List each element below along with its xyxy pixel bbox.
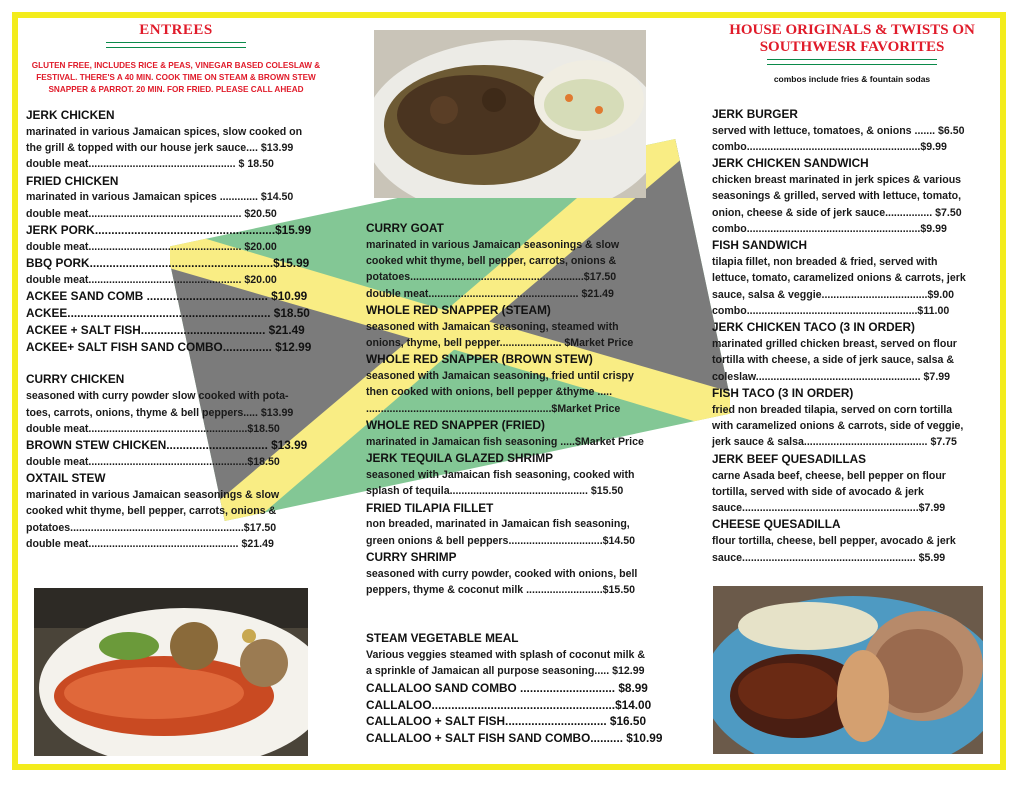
menu-item-title: CHEESE QUESADILLA <box>712 517 841 532</box>
menu-item-title: FISH SANDWICH <box>712 238 808 253</box>
menu-item-detail: double meat.................................................... $20.00 <box>26 273 277 286</box>
menu-item-detail: the grill & topped with our house jerk sauce.... $13.99 <box>26 142 294 155</box>
menu-item-title: JERK PORK.......................................................$15.99 <box>26 223 312 238</box>
entrees-heading: ENTREES <box>139 22 213 38</box>
combos-note: combos include fries & fountain sodas <box>773 74 931 84</box>
menu-item-title: CURRY GOAT <box>366 221 444 235</box>
menu-item-title: CURRY CHICKEN <box>26 372 125 387</box>
menu-item-title: BBQ PORK........................................................$15.99 <box>26 256 310 271</box>
entrees-note: GLUTEN FREE, INCLUDES RICE & PEAS, VINEGAR BASED COLESLAW & FESTIVAL. THERE'S A 40 MIN. COOK TIME ON STEAM & BROWN STEW SNAPPER & PARROT. 20 MIN. FOR FRIED. PLEASE CALL AHEAD <box>31 61 321 94</box>
menu-item-detail: sauce............................................................$7.99 <box>712 502 946 515</box>
menu-item-detail: tortilla, served with side of avocado & jerk <box>712 485 924 498</box>
menu-item-detail: seasoned with curry powder slow cooked with pota- <box>26 390 289 403</box>
menu-item-title: ACKEE SAND COMB ..................................... $10.99 <box>26 289 308 304</box>
spacer <box>366 614 666 630</box>
menu-item-title: JERK CHICKEN TACO (3 IN ORDER) <box>712 320 915 335</box>
menu-item-detail: double meat................................................... $21.49 <box>26 537 274 550</box>
menu-item-title: BROWN STEW CHICKEN............................... $13.99 <box>26 438 308 453</box>
entrees-column <box>26 22 326 552</box>
menu-item-detail: potatoes...........................................................$17.50 <box>366 271 617 284</box>
menu-item-title: OXTAIL STEW <box>26 471 106 486</box>
menu-item-detail: peppers, thyme & coconut milk ..........................$15.50 <box>366 584 636 597</box>
menu-item-detail: Various veggies steamed with splash of coconut milk & <box>366 649 646 662</box>
menu-item-title: STEAM VEGETABLE MEAL <box>366 631 519 646</box>
menu-item-title: ACKEE + SALT FISH...................................... $21.49 <box>26 322 305 337</box>
menu-item-title: CALLALOO........................................................$14.00 <box>366 697 652 712</box>
menu-item-detail: seasoned with curry powder, cooked with onions, bell <box>366 567 638 580</box>
middle-list <box>366 221 666 747</box>
menu-item-detail: marinated in Jamaican fish seasoning .....$Market Price <box>366 435 644 448</box>
jerk-chicken-photo <box>713 586 983 754</box>
menu-item-title: FISH TACO (3 IN ORDER) <box>712 386 854 401</box>
menu-item-detail: marinated grilled chicken breast, served on flour <box>712 338 957 351</box>
menu-item-detail: double meat.................................................... $20.00 <box>26 240 277 253</box>
menu-item-detail: marinated in various Jamaican seasonings & slow <box>26 489 280 502</box>
menu-item-detail: fried non breaded tilapia, served on corn tortilla <box>712 403 953 416</box>
menu-item-title: ACKEE.............................................................. $18.50 <box>26 306 310 321</box>
menu-item-detail: cooked whit thyme, bell pepper, carrots, onions & <box>366 255 617 268</box>
curry-goat-photo <box>374 30 646 198</box>
menu-item-detail: seasoned with Jamaican seasoning, fried until crispy <box>366 370 634 383</box>
red-snapper-photo <box>34 588 308 756</box>
menu-item-detail: sauce........................................................... $5.99 <box>712 551 946 564</box>
menu-item-detail: coleslaw........................................................ $7.99 <box>712 370 951 383</box>
menu-item-detail: cooked whit thyme, bell pepper, carrots, onions & <box>26 505 277 518</box>
menu-item-detail: carne Asada beef, cheese, bell pepper on flour <box>712 469 946 482</box>
menu-item-title: WHOLE RED SNAPPER (FRIED) <box>366 418 545 433</box>
house-heading-line2: SOUTHWESR FAVORITES <box>759 39 945 55</box>
menu-item-detail: then cooked with onions, bell pepper &thyme ..... <box>366 386 613 399</box>
spacer <box>366 598 666 614</box>
menu-item-detail: toes, carrots, onions, thyme & bell peppers..... $13.99 <box>26 406 294 419</box>
menu-item-detail: combo...........................................................$9.99 <box>712 223 947 236</box>
menu-item-detail: double meat................................................... $21.49 <box>366 287 614 300</box>
house-heading-line1: HOUSE ORIGINALS & TWISTS ON <box>729 22 975 38</box>
menu-item-detail: tilapia fillet, non breaded & fried, served with <box>712 256 938 269</box>
menu-item-title: CALLALOO + SALT FISH............................... $16.50 <box>366 714 647 729</box>
menu-item-detail: flour tortilla, cheese, bell pepper, avocado & jerk <box>712 535 956 548</box>
menu-item-detail: marinated in various Jamaican spices, slow cooked on <box>26 125 303 138</box>
menu-item-detail: chicken breast marinated in jerk spices & various <box>712 174 962 187</box>
menu-item-title: JERK CHICKEN <box>26 108 115 122</box>
menu-item-title: JERK BURGER <box>712 107 798 121</box>
menu-item-detail: double meat.................................................... $20.50 <box>26 207 277 220</box>
menu-item-detail: with caramelized onions & carrots, side of veggie, <box>712 420 964 433</box>
menu-item-detail: seasoned with Jamaican seasoning, steamed with <box>366 320 619 333</box>
house-originals-column <box>712 22 992 566</box>
menu-item-title: JERK TEQUILA GLAZED SHRIMP <box>366 451 554 466</box>
menu-item-detail: onions, thyme, bell pepper..................... $Market Price <box>366 337 634 350</box>
spacer <box>26 355 326 371</box>
menu-item-detail: served with lettuce, tomatoes, & onions ....... $6.50 <box>712 124 965 137</box>
menu-item-detail: splash of tequila............................................... $15.50 <box>366 485 624 498</box>
menu-item-title: FRIED TILAPIA FILLET <box>366 500 494 515</box>
menu-item-detail: combo..........................................................$11.00 <box>712 305 950 318</box>
menu-item-detail: seasonings & grilled, served with lettuce, tomato, <box>712 190 962 203</box>
menu-item-detail: jerk sauce & salsa.......................................... $7.75 <box>712 436 957 449</box>
menu-item-title: WHOLE RED SNAPPER (BROWN STEW) <box>366 352 593 367</box>
entrees-list <box>26 108 326 552</box>
menu-item-title: CALLALOO + SALT FISH SAND COMBO.......... $10.99 <box>366 731 663 746</box>
menu-item-detail: onion, cheese & side of jerk sauce................ $7.50 <box>712 206 962 219</box>
menu-item-detail: ...............................................................$Market Price <box>366 402 621 415</box>
house-list <box>712 107 992 566</box>
menu-item-detail: a sprinkle of Jamaican all purpose seasoning..... $12.99 <box>366 665 645 678</box>
menu-item-detail: sauce, salsa & veggie....................................$9.00 <box>712 288 955 301</box>
menu-item-detail: marinated in various Jamaican seasonings & slow <box>366 238 620 251</box>
menu-item-detail: non breaded, marinated in Jamaican fish seasoning, <box>366 518 630 531</box>
heading-underline <box>767 59 937 65</box>
menu-item-detail: tortilla with cheese, a side of jerk sauce, salsa & <box>712 354 954 367</box>
menu-item-title: ACKEE+ SALT FISH SAND COMBO............... $12.99 <box>26 339 312 354</box>
menu-item-title: CURRY SHRIMP <box>366 549 457 564</box>
menu-item-detail: potatoes...........................................................$17.50 <box>26 521 277 534</box>
menu-item-title: WHOLE RED SNAPPER (STEAM) <box>366 302 551 317</box>
menu-item-detail: double meat.................................................. $ 18.50 <box>26 158 274 171</box>
menu-item-detail: green onions & bell peppers................................$14.50 <box>366 534 636 547</box>
heading-underline <box>106 42 246 48</box>
menu-item-detail: marinated in various Jamaican spices ............. $14.50 <box>26 191 294 204</box>
menu-item-detail: seasoned with Jamaican fish seasoning, cooked with <box>366 468 635 481</box>
menu-item-detail: lettuce, tomato, caramelized onions & carrots, jerk <box>712 272 966 285</box>
menu-item-detail: combo...........................................................$9.99 <box>712 141 947 154</box>
middle-column <box>366 220 666 747</box>
menu-item-detail: double meat......................................................$18.50 <box>26 422 280 435</box>
menu-item-title: CALLALOO SAND COMBO ............................. $8.99 <box>366 680 648 695</box>
menu-item-title: FRIED CHICKEN <box>26 173 119 188</box>
menu-item-title: JERK BEEF QUESADILLAS <box>712 451 867 466</box>
menu-item-detail: double meat......................................................$18.50 <box>26 455 280 468</box>
menu-item-title: JERK CHICKEN SANDWICH <box>712 156 869 171</box>
